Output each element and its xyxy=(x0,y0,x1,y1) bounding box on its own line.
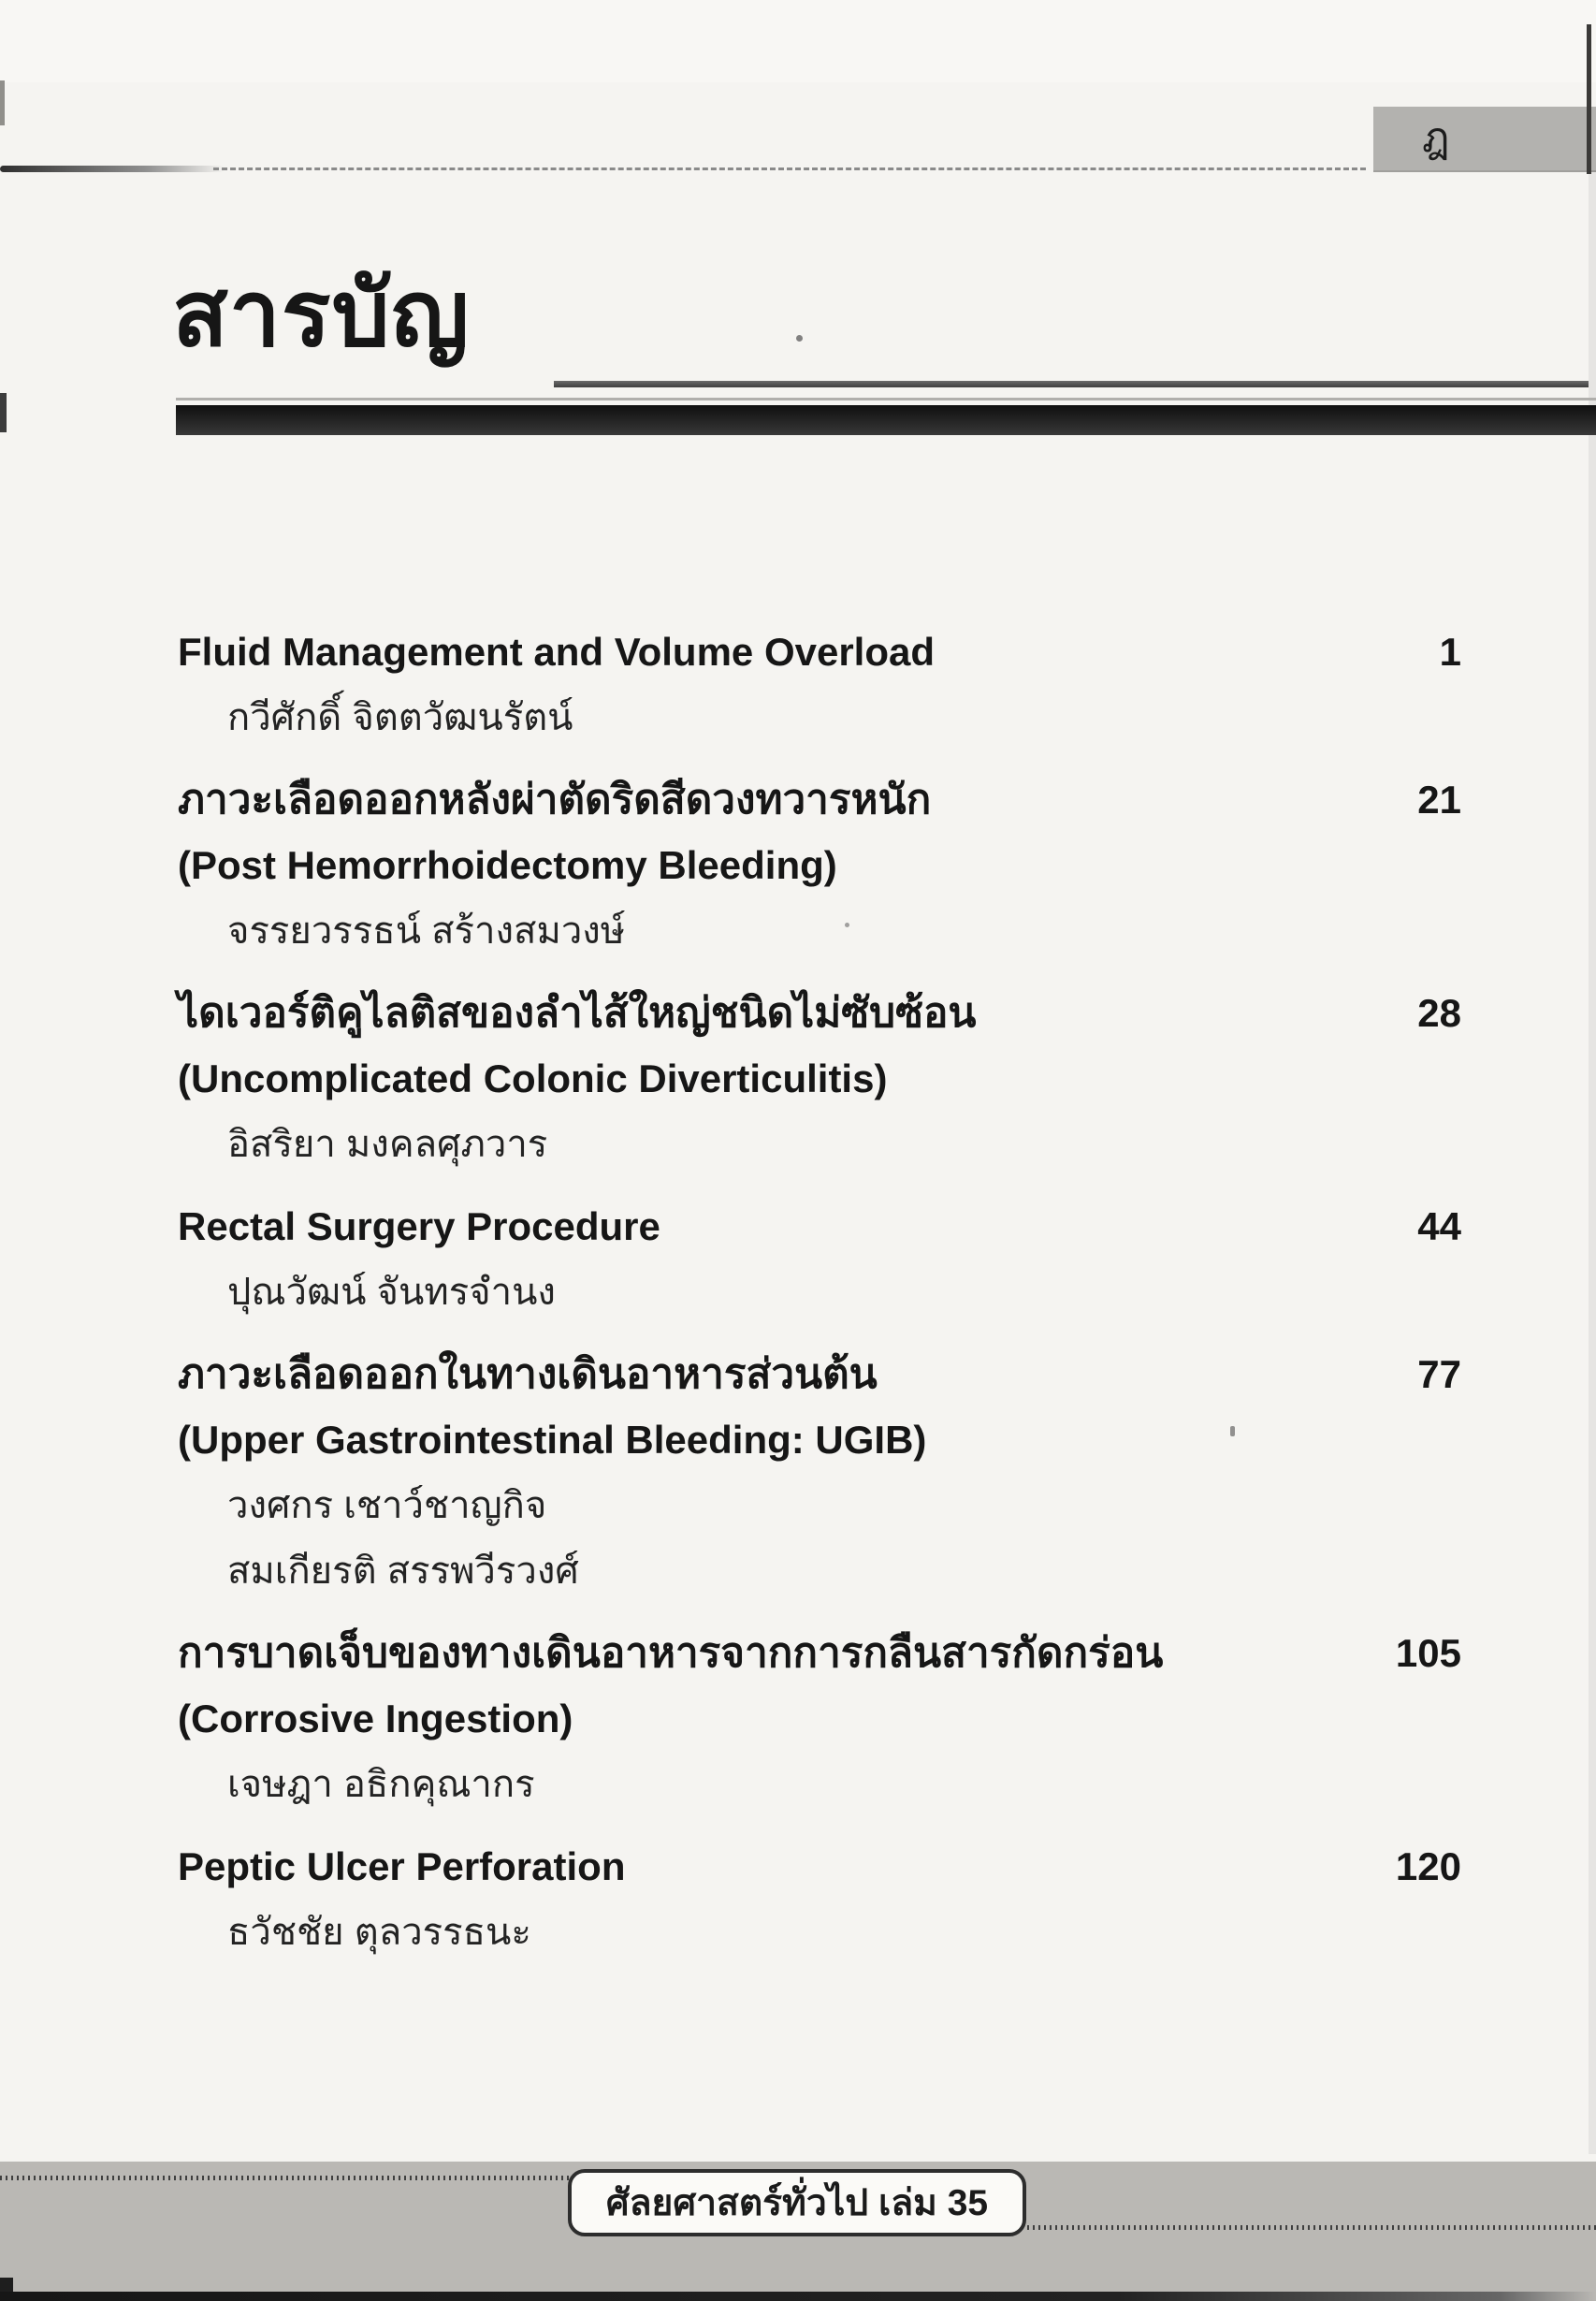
corner-tab-label: ฎ xyxy=(1422,115,1450,161)
scan-speck xyxy=(796,335,803,342)
footer-title-label: ศัลยศาสตร์ทั่วไป เล่ม 35 xyxy=(605,2183,989,2223)
entry-author: เจษฎา อธิกคุณากร xyxy=(227,1764,535,1805)
toc-entry xyxy=(178,619,1461,750)
entry-page-number: 77 xyxy=(1417,1352,1461,1396)
entry-head xyxy=(178,767,1461,833)
top-rule-solid-start xyxy=(0,166,225,172)
entry-page-number: 1 xyxy=(1439,630,1461,674)
entry-title: Peptic Ulcer Perforation xyxy=(178,1844,626,1888)
footer-dotted-rule-right xyxy=(1027,2225,1596,2230)
entry-title: Fluid Management and Volume Overload xyxy=(178,630,936,674)
entry-subtitle: (Upper Gastrointestinal Bleeding: UGIB) xyxy=(178,1418,927,1462)
entry-page-number: 44 xyxy=(1417,1204,1461,1248)
toc-list xyxy=(178,619,1461,1982)
right-edge-shade xyxy=(1589,170,1596,2154)
entry-title: ไดเวอร์ติคูไลติสของลำไส้ใหญ่ชนิดไม่ซับซ้อน xyxy=(178,990,977,1036)
footer-dotted-rule-left xyxy=(0,2176,573,2180)
scan-speck xyxy=(1230,1426,1235,1436)
toc-entry xyxy=(178,1342,1461,1604)
entry-author: อิสริยา มงคลศุภวาร xyxy=(227,1124,548,1165)
toc-entry xyxy=(178,1194,1461,1325)
entry-author: ธวัชชัย ตุลวรรธนะ xyxy=(227,1912,531,1953)
entry-author: วงศกร เชาว์ชาญกิจ xyxy=(227,1485,547,1526)
entry-head xyxy=(178,1834,1461,1900)
top-margin-strip xyxy=(0,0,1596,82)
page-title: สารบัญ xyxy=(172,262,471,365)
entry-subtitle: (Corrosive Ingestion) xyxy=(178,1697,573,1740)
bottom-edge-bar xyxy=(0,2292,1596,2301)
entry-title: ภาวะเลือดออกในทางเดินอาหารส่วนต้น xyxy=(178,1351,878,1397)
title-bar xyxy=(176,405,1596,435)
entry-page-number: 105 xyxy=(1395,1631,1461,1675)
entry-head xyxy=(178,1194,1461,1260)
entry-head xyxy=(178,619,1461,685)
entry-author: จรรยวรรธน์ สร้างสมวงษ์ xyxy=(227,910,626,952)
entry-page-number: 120 xyxy=(1395,1844,1461,1888)
entry-author: กวีศักดิ์ จิตตวัฒนรัตน์ xyxy=(227,697,573,738)
toc-entry xyxy=(178,1834,1461,1965)
entry-author: ปุณวัฒน์ จันทรจำนง xyxy=(227,1272,556,1313)
entry-head xyxy=(178,1342,1461,1407)
title-rule-medium xyxy=(554,381,1589,387)
entry-title: Rectal Surgery Procedure xyxy=(178,1204,660,1248)
footer-title-box xyxy=(568,2169,1026,2236)
entry-subtitle: (Uncomplicated Colonic Diverticulitis) xyxy=(178,1056,888,1100)
entry-subtitle: (Post Hemorrhoidectomy Bleeding) xyxy=(178,843,837,887)
entry-title: การบาดเจ็บของทางเดินอาหารจากการกลืนสารกัดกร่อน xyxy=(178,1630,1164,1676)
entry-head xyxy=(178,1621,1461,1686)
corner-tab xyxy=(1373,107,1596,172)
entry-page-number: 28 xyxy=(1417,991,1461,1035)
toc-entry xyxy=(178,767,1461,964)
right-edge-line xyxy=(1587,24,1591,174)
scan-edge-mark-middle xyxy=(0,393,7,432)
entry-author: สมเกียรติ สรรพวีรวงศ์ xyxy=(227,1551,579,1592)
toc-entry xyxy=(178,981,1461,1177)
title-rule-light xyxy=(176,398,1596,400)
top-dashed-rule xyxy=(213,167,1366,170)
scan-edge-mark-top xyxy=(0,80,5,125)
scan-speck xyxy=(845,923,849,927)
toc-entry xyxy=(178,1621,1461,1817)
entry-title: ภาวะเลือดออกหลังผ่าตัดริดสีดวงทวารหนัก xyxy=(178,777,932,823)
entry-head xyxy=(178,981,1461,1046)
entry-page-number: 21 xyxy=(1417,778,1461,822)
